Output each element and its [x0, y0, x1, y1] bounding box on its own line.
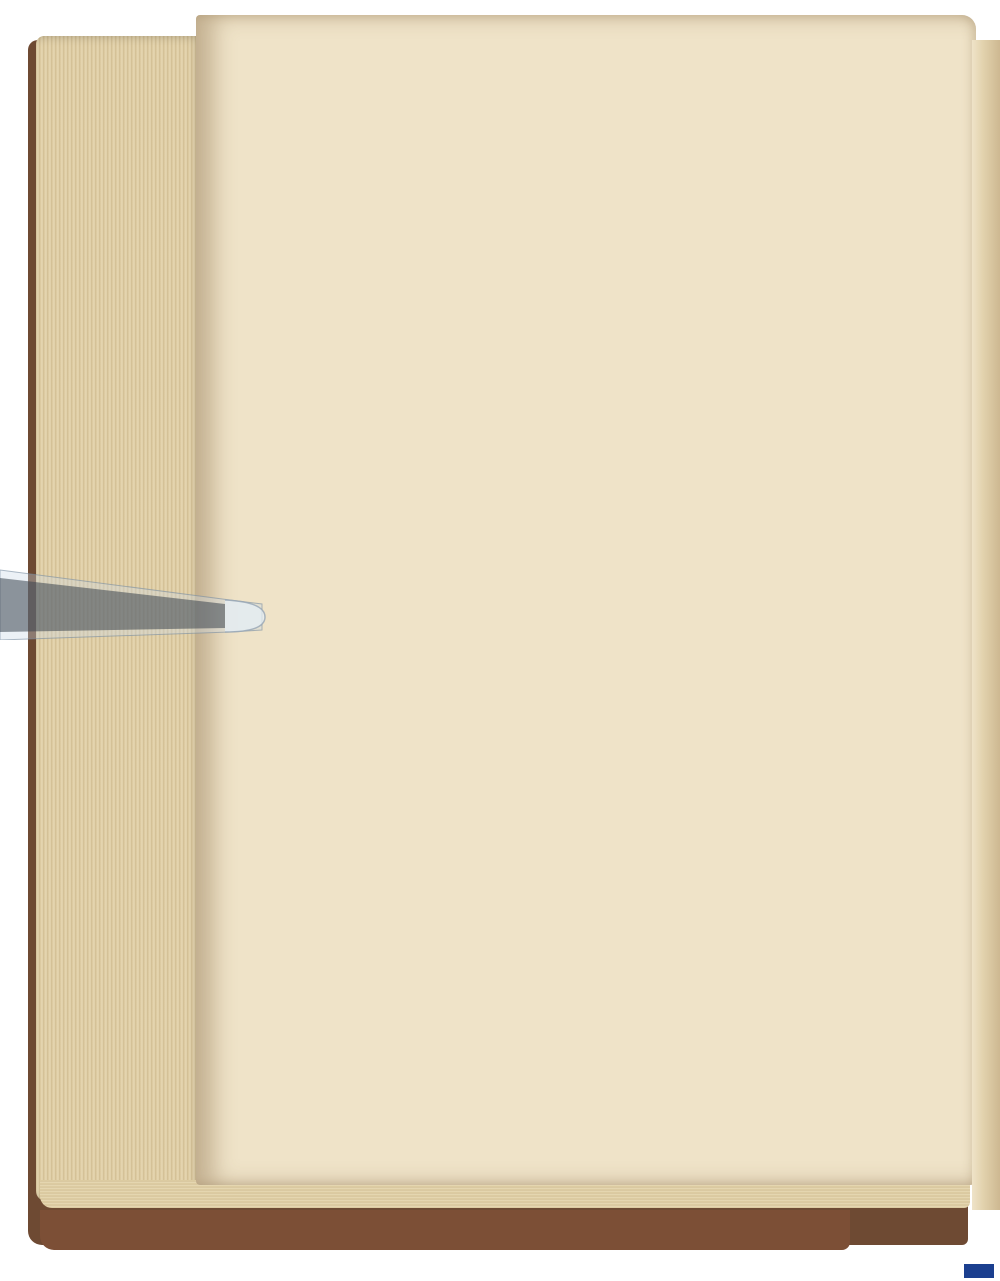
dfg-logo [964, 1264, 994, 1278]
facing-page-edge [972, 40, 1000, 1210]
book-page [196, 15, 976, 1185]
book-cover-bottom [40, 1210, 850, 1250]
glass-probe-overlay [0, 560, 268, 640]
section-heading [673, 119, 933, 153]
footer-bar [0, 1262, 1000, 1281]
